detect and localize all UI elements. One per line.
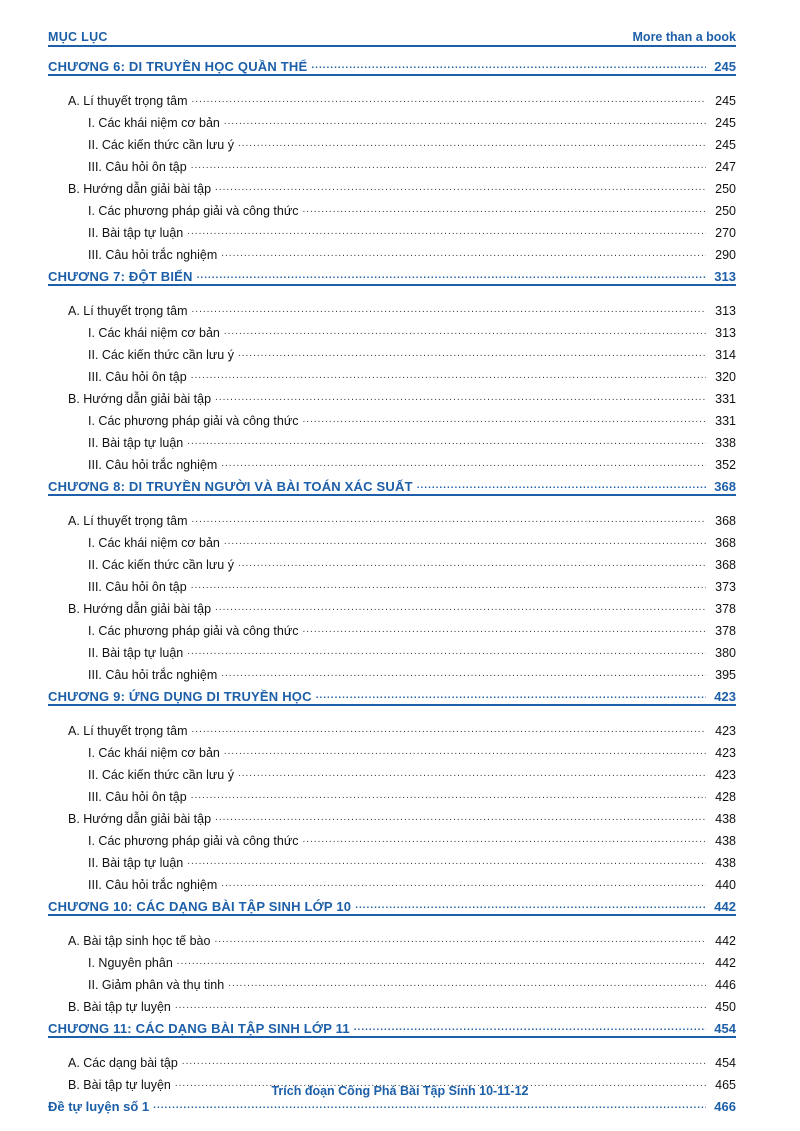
toc-page-number: 446 <box>715 978 736 992</box>
toc-page-number: 313 <box>715 326 736 340</box>
toc-page-number: 338 <box>715 436 736 450</box>
toc-entry-label: II. Các kiến thức cần lưu ý <box>88 348 234 362</box>
dot-leader <box>187 224 706 237</box>
toc-entry-label: A. Lí thuyết trọng tâm <box>68 304 188 318</box>
toc-subsection[interactable] <box>48 362 736 384</box>
toc-subsection[interactable] <box>48 406 736 428</box>
dot-leader <box>221 246 706 259</box>
chapter-heading[interactable] <box>48 472 736 496</box>
toc-entry-label: Đề tự luyện số 1 <box>48 1099 150 1114</box>
toc-page-number: 368 <box>714 479 736 494</box>
toc-entry-label: I. Các khái niệm cơ bản <box>88 746 220 760</box>
dot-leader <box>302 832 706 845</box>
dot-leader <box>192 512 706 525</box>
dot-leader <box>224 744 706 757</box>
dot-leader <box>355 897 706 911</box>
toc-subsection[interactable] <box>48 218 736 240</box>
dot-leader <box>192 92 706 105</box>
dot-leader <box>224 534 706 547</box>
toc-section[interactable] <box>48 716 736 738</box>
toc-entry-label: II. Giảm phân và thụ tinh <box>88 978 225 992</box>
page-footer: Trích đoạn Công Phá Bài Tập Sinh 10-11-12 <box>271 1084 529 1098</box>
toc-entry-label: I. Các khái niệm cơ bản <box>88 116 220 130</box>
header-tagline: More than a book <box>632 30 736 44</box>
toc-page-number: 428 <box>715 790 736 804</box>
toc-entry-label: II. Bài tập tự luận <box>88 226 184 240</box>
toc-entry-label: I. Các phương pháp giải và công thức <box>88 624 299 638</box>
toc-entry-label: II. Bài tập tự luận <box>88 646 184 660</box>
toc-entry-label: A. Bài tập sinh học tế bào <box>68 934 211 948</box>
dot-leader <box>224 324 706 337</box>
toc-page-number: 314 <box>715 348 736 362</box>
toc-page-number: 313 <box>715 304 736 318</box>
toc-subsection[interactable] <box>48 572 736 594</box>
toc-subsection[interactable] <box>48 948 736 970</box>
toc-subsection[interactable] <box>48 638 736 660</box>
toc-section[interactable] <box>48 926 736 948</box>
toc-entry-label: B. Bài tập tự luyện <box>68 1000 171 1014</box>
toc-section[interactable] <box>48 992 736 1014</box>
toc-page-number: 331 <box>715 414 736 428</box>
toc-subsection[interactable] <box>48 782 736 804</box>
dot-leader <box>238 766 706 779</box>
toc-subsection[interactable] <box>48 450 736 472</box>
toc-subsection[interactable] <box>48 240 736 262</box>
toc-page-number: 270 <box>715 226 736 240</box>
toc-entry-label: I. Các phương pháp giải và công thức <box>88 834 299 848</box>
toc-entry-label: II. Các kiến thức cần lưu ý <box>88 558 234 572</box>
toc-entry-label: I. Các khái niệm cơ bản <box>88 536 220 550</box>
toc-subsection[interactable] <box>48 848 736 870</box>
toc-page-number: 245 <box>715 116 736 130</box>
toc-subsection[interactable] <box>48 970 736 992</box>
toc-entry-label: CHƯƠNG 11: CÁC DẠNG BÀI TẬP SINH LỚP 11 <box>48 1021 350 1036</box>
dot-leader <box>302 412 706 425</box>
toc-entry-label: III. Câu hỏi ôn tập <box>88 790 187 804</box>
toc-page-number: 245 <box>714 59 736 74</box>
toc-page-number: 423 <box>715 768 736 782</box>
toc-entry-label: B. Hướng dẫn giải bài tập <box>68 392 212 406</box>
toc-page-number: 247 <box>715 160 736 174</box>
toc-page-number: 423 <box>715 746 736 760</box>
toc-section[interactable] <box>48 594 736 616</box>
dot-leader <box>192 302 706 315</box>
dot-leader <box>197 267 706 281</box>
dot-leader <box>238 136 706 149</box>
toc-entry-label: A. Các dạng bài tập <box>68 1056 178 1070</box>
toc-page-number: 450 <box>715 1000 736 1014</box>
dot-leader <box>215 810 706 823</box>
toc-page-number: 423 <box>715 724 736 738</box>
chapter-heading[interactable] <box>48 1014 736 1038</box>
toc-entry-label: III. Câu hỏi trắc nghiệm <box>88 668 218 682</box>
toc-entry-label: III. Câu hỏi trắc nghiệm <box>88 878 218 892</box>
toc-entry-label: III. Câu hỏi ôn tập <box>88 160 187 174</box>
toc-page-number: 465 <box>715 1078 736 1092</box>
toc-entry-label: III. Câu hỏi trắc nghiệm <box>88 458 218 472</box>
header-section-title: MỤC LỤC <box>48 30 108 44</box>
toc-entry-label: CHƯƠNG 6: DI TRUYỀN HỌC QUẦN THỂ <box>48 59 308 74</box>
dot-leader <box>182 1054 706 1067</box>
toc-page-number: 368 <box>715 536 736 550</box>
toc-page-number: 466 <box>714 1099 736 1114</box>
toc-entry-label: III. Câu hỏi trắc nghiệm <box>88 248 218 262</box>
dot-leader <box>238 346 706 359</box>
dot-leader <box>224 114 706 127</box>
toc-entry-label: I. Các khái niệm cơ bản <box>88 326 220 340</box>
dot-leader <box>215 390 706 403</box>
toc-page-number: 442 <box>715 956 736 970</box>
dot-leader <box>191 158 706 171</box>
toc-entry-label: I. Nguyên phân <box>88 956 173 970</box>
dot-leader <box>192 722 706 735</box>
toc-subsection[interactable] <box>48 152 736 174</box>
toc-subsection[interactable] <box>48 428 736 450</box>
dot-leader <box>191 788 706 801</box>
toc-entry-label: III. Câu hỏi ôn tập <box>88 370 187 384</box>
dot-leader <box>221 666 706 679</box>
toc-page-number: 320 <box>715 370 736 384</box>
toc-section[interactable] <box>48 86 736 108</box>
toc-entry-label: II. Bài tập tự luận <box>88 436 184 450</box>
toc-page-number: 290 <box>715 248 736 262</box>
dot-leader <box>238 556 706 569</box>
dot-leader <box>175 998 706 1011</box>
dot-leader <box>221 876 706 889</box>
toc-page-number: 454 <box>715 1056 736 1070</box>
toc-section[interactable] <box>48 804 736 826</box>
dot-leader <box>215 600 706 613</box>
dot-leader <box>214 932 706 945</box>
toc-page-number: 454 <box>714 1021 736 1036</box>
toc-entry-label: A. Lí thuyết trọng tâm <box>68 724 188 738</box>
dot-leader <box>191 368 706 381</box>
toc-page-number: 395 <box>715 668 736 682</box>
table-of-contents <box>48 52 736 1114</box>
dot-leader <box>316 687 706 701</box>
toc-page-number: 378 <box>715 624 736 638</box>
dot-leader <box>187 854 706 867</box>
toc-page-number: 245 <box>715 138 736 152</box>
toc-entry-label: CHƯƠNG 8: DI TRUYỀN NGƯỜI VÀ BÀI TOÁN XÁC SUẤT <box>48 479 413 494</box>
toc-subsection[interactable] <box>48 870 736 892</box>
toc-subsection[interactable] <box>48 108 736 130</box>
toc-page-number: 438 <box>715 834 736 848</box>
toc-entry-label: B. Bài tập tự luyện <box>68 1078 171 1092</box>
toc-page-number: 378 <box>715 602 736 616</box>
toc-subsection[interactable] <box>48 760 736 782</box>
toc-section[interactable] <box>48 506 736 528</box>
toc-entry-label: B. Hướng dẫn giải bài tập <box>68 602 212 616</box>
header-rule <box>48 45 736 47</box>
dot-leader <box>302 622 706 635</box>
dot-leader <box>177 954 706 967</box>
toc-entry-label: I. Các phương pháp giải và công thức <box>88 414 299 428</box>
toc-subsection[interactable] <box>48 528 736 550</box>
chapter-heading[interactable] <box>48 262 736 286</box>
chapter-heading[interactable] <box>48 892 736 916</box>
dot-leader <box>187 434 706 447</box>
toc-page-number: 313 <box>714 269 736 284</box>
toc-entry-label: CHƯƠNG 10: CÁC DẠNG BÀI TẬP SINH LỚP 10 <box>48 899 352 914</box>
toc-entry-label: II. Các kiến thức cần lưu ý <box>88 138 234 152</box>
toc-page-number: 373 <box>715 580 736 594</box>
toc-entry-label: B. Hướng dẫn giải bài tập <box>68 812 212 826</box>
dot-leader <box>191 578 706 591</box>
toc-entry-label: CHƯƠNG 7: ĐỘT BIẾN <box>48 269 193 284</box>
toc-subsection[interactable] <box>48 196 736 218</box>
toc-entry-label: II. Bài tập tự luận <box>88 856 184 870</box>
dot-leader <box>311 57 706 71</box>
toc-subsection[interactable] <box>48 660 736 682</box>
page-header <box>48 26 736 44</box>
chapter-heading[interactable] <box>48 52 736 76</box>
toc-entry-label: II. Các kiến thức cần lưu ý <box>88 768 234 782</box>
toc-page-number: 423 <box>714 689 736 704</box>
toc-entry-label: B. Hướng dẫn giải bài tập <box>68 182 212 196</box>
dot-leader <box>221 456 706 469</box>
toc-page-number: 352 <box>715 458 736 472</box>
toc-subsection[interactable] <box>48 738 736 760</box>
toc-section[interactable] <box>48 296 736 318</box>
toc-page-number: 442 <box>714 899 736 914</box>
toc-page-number: 331 <box>715 392 736 406</box>
toc-entry-label: A. Lí thuyết trọng tâm <box>68 94 188 108</box>
toc-subsection[interactable] <box>48 616 736 638</box>
dot-leader <box>302 202 706 215</box>
toc-subsection[interactable] <box>48 550 736 572</box>
dot-leader <box>417 477 706 491</box>
toc-subsection[interactable] <box>48 826 736 848</box>
dot-leader <box>153 1097 706 1111</box>
toc-subsection[interactable] <box>48 318 736 340</box>
toc-section[interactable] <box>48 1048 736 1070</box>
dot-leader <box>187 644 706 657</box>
toc-page-number: 442 <box>715 934 736 948</box>
toc-subsection[interactable] <box>48 130 736 152</box>
dot-leader <box>354 1019 706 1033</box>
toc-entry-label: A. Lí thuyết trọng tâm <box>68 514 188 528</box>
toc-page-number: 245 <box>715 94 736 108</box>
chapter-heading[interactable] <box>48 682 736 706</box>
toc-entry-label: III. Câu hỏi ôn tập <box>88 580 187 594</box>
toc-page-number: 438 <box>715 812 736 826</box>
toc-page-number: 250 <box>715 182 736 196</box>
toc-section[interactable] <box>48 384 736 406</box>
toc-page-number: 250 <box>715 204 736 218</box>
toc-section[interactable] <box>48 174 736 196</box>
toc-entry-label: I. Các phương pháp giải và công thức <box>88 204 299 218</box>
toc-page-number: 440 <box>715 878 736 892</box>
toc-page-number: 380 <box>715 646 736 660</box>
toc-page-number: 368 <box>715 514 736 528</box>
toc-subsection[interactable] <box>48 340 736 362</box>
toc-entry-label: CHƯƠNG 9: ỨNG DỤNG DI TRUYỀN HỌC <box>48 689 312 704</box>
dot-leader <box>215 180 706 193</box>
toc-page-number: 438 <box>715 856 736 870</box>
dot-leader <box>228 976 706 989</box>
toc-page-number: 368 <box>715 558 736 572</box>
